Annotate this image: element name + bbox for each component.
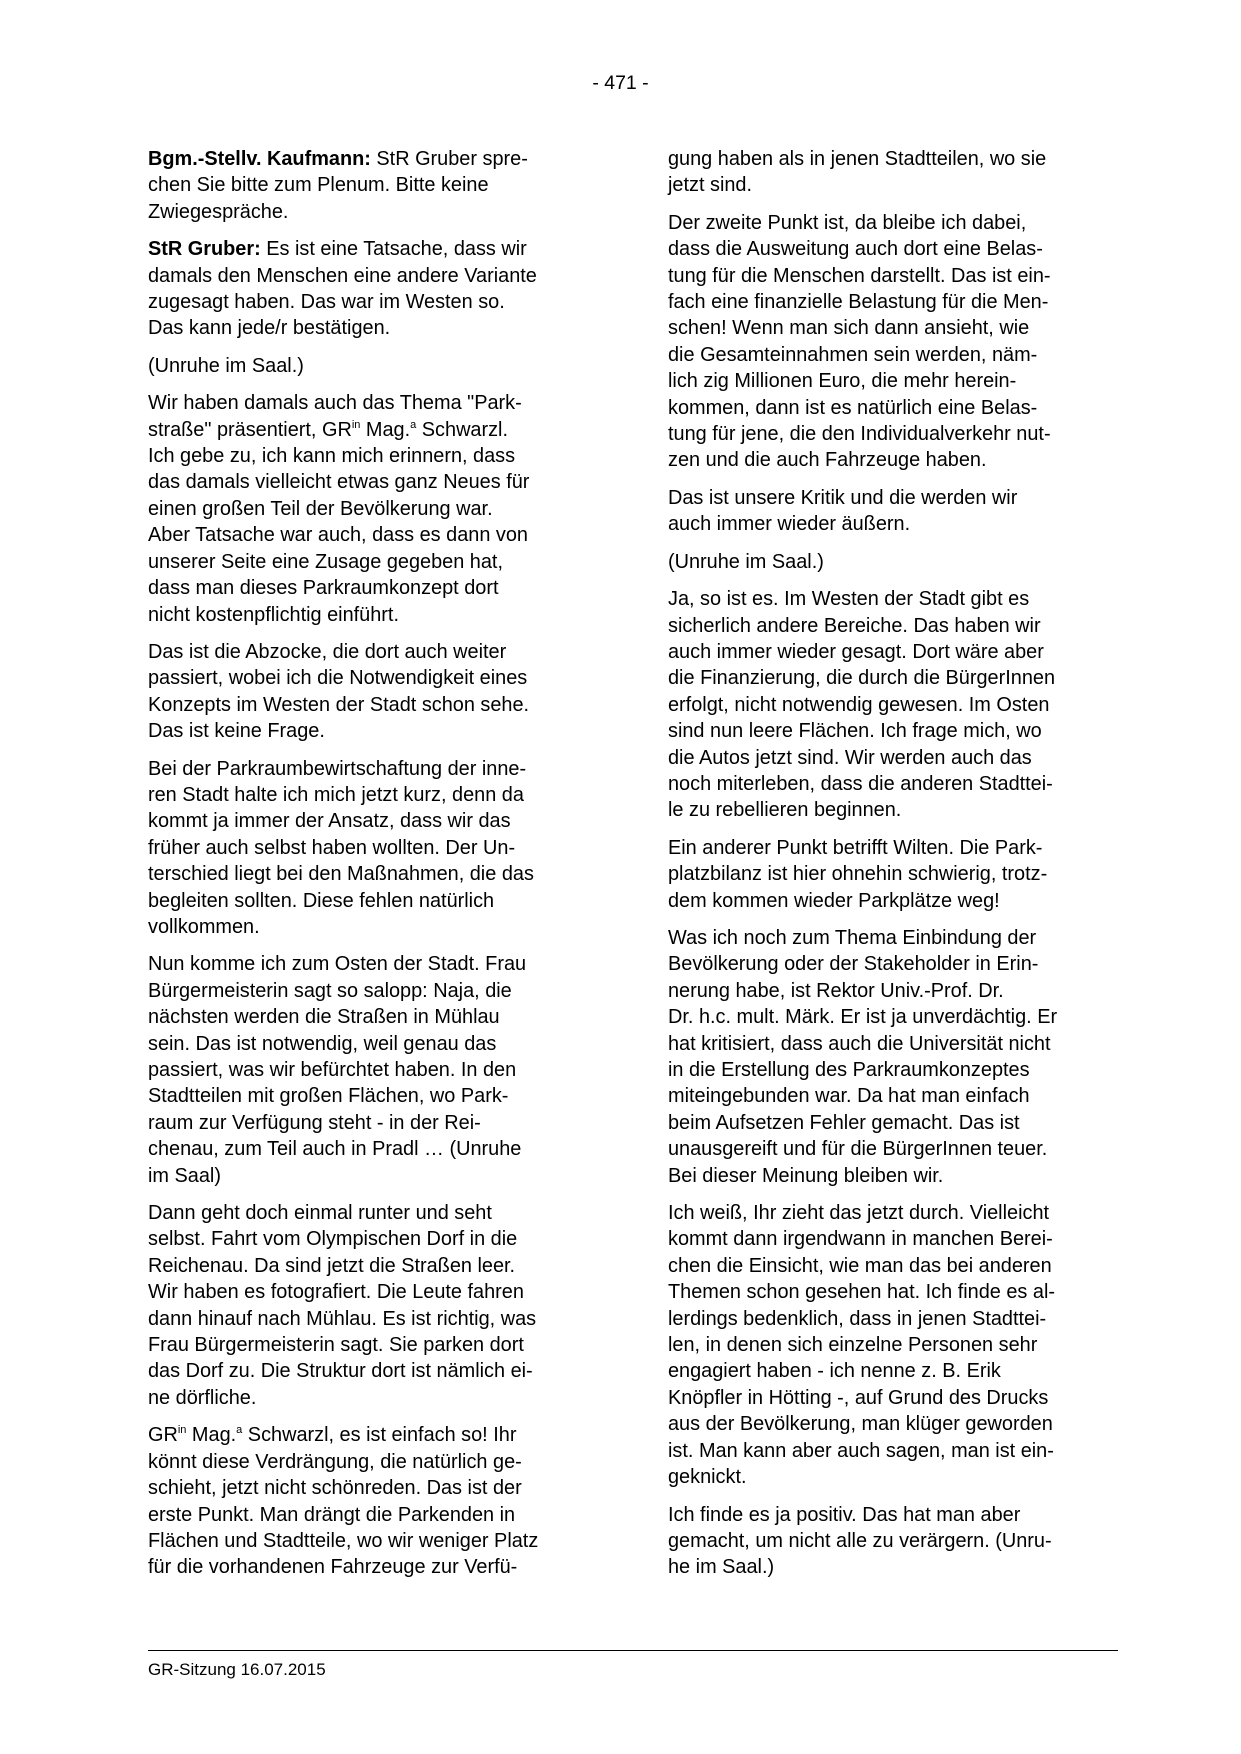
speech-text: Es ist eine Tatsache, dass wir damals den Menschen eine andere Variante zugesagt haben. Das war im Westen so. Das kann jede/r bestätigen. (148, 238, 537, 340)
paragraph: Das ist unsere Kritik und die werden wir auch immer wieder äußern. (668, 486, 1018, 536)
stage-direction: (Unruhe im Saal.) (148, 354, 304, 377)
paragraph: Das ist die Abzocke, die dort auch weiter passiert, wobei ich die Notwendigkeit eines Konzepts im Westen der Stadt schon sehe. Das ist keine Frage. (148, 640, 530, 743)
footer-divider (148, 1650, 1118, 1651)
paragraph: Nun komme ich zum Osten der Stadt. Frau Bürgermeisterin sagt so salopp: Naja, die nächsten werden die Straßen in Mühlau sein. Das ist notwendig, weil genau das passiert, was wir befürchtet haben. In den Stadtteilen mit großen Flächen, wo Park- raum zur Verfügung steht - in der Rei- chenau, zum Teil auch in Pradl … (Unruhe im Saal) (148, 953, 527, 1187)
speech-text: GR (148, 1424, 178, 1447)
superscript: in (177, 1424, 187, 1437)
paragraph: gung haben als in jenen Stadtteilen, wo sie jetzt sind. (668, 148, 1047, 197)
paragraph: Dann geht doch einmal runter und seht selbst. Fahrt vom Olympischen Dorf in die Reichenau. Da sind jetzt die Straßen leer. Wir haben es fotografiert. Die Leute fahren dann hinauf nach Mühlau. Es ist richtig, was Frau Bürgermeisterin sagt. Sie parken dort das Dorf zu. Die Struktur dort ist nämlich ei- ne dörfliche. (148, 1202, 537, 1409)
superscript: a (236, 1424, 243, 1437)
paragraph: Bei der Parkraumbewirtschaftung der inne- ren Stadt halte ich mich jetzt kurz, denn da kommt ja immer der Ansatz, dass wir das früher auch selbst haben wollten. Der Un- terschied liegt bei den Maßnahmen, die das begleiten sollten. Diese fehlen natürlich vollkommen. (148, 757, 534, 938)
speaker-name: Bgm.-Stellv. Kaufmann: (148, 148, 371, 170)
paragraph: Ein anderer Punkt betrifft Wilten. Die Park- platzbilanz ist hier ohnehin schwierig, trotz- dem kommen wieder Parkplätze weg! (668, 836, 1048, 912)
superscript: a (410, 418, 417, 431)
paragraph: Der zweite Punkt ist, da bleibe ich dabei, dass die Ausweitung auch dort eine Belas- tung für die Menschen darstellt. Das ist ein- fach eine finanzielle Belastung für die Men- schen! Wenn man sich dann ansieht, wie die Gesamteinnahmen sein werden, näm- lich zig Millionen Euro, die mehr herein- kommen, dann ist es natürlich eine Belas- tung für jene, die den Individualverkehr nut- zen und die auch Fahrzeuge haben. (668, 211, 1051, 472)
superscript: in (351, 418, 361, 431)
paragraph (148, 146, 618, 225)
page-number: - 471 - (592, 72, 649, 94)
paragraph: Ja, so ist es. Im Westen der Stadt gibt es sicherlich andere Bereiche. Das haben wir auch immer wieder gesagt. Dort wäre aber die Finanzierung, die durch die BürgerInnen erfolgt, nicht notwendig gewesen. Im Osten sind nun leere Flächen. Ich frage mich, wo die Autos jetzt sind. Wir werden auch das noch miterleben, dass die anderen Stadttei- le zu rebellieren beginnen. (668, 588, 1056, 822)
speech-text: Wir haben damals auch das Thema "Park- straße" präsentiert, GR (148, 392, 522, 441)
paragraph (148, 1422, 618, 1580)
paragraph: Ich finde es ja positiv. Das hat man aber gemacht, um nicht alle zu verärgern. (Unru- he im Saal.) (668, 1503, 1052, 1579)
speech-text: StR Gruber spre- chen Sie bitte zum Plenum. Bitte keine Zwiegespräche. (148, 148, 528, 223)
footer-text: GR-Sitzung 16.07.2015 (148, 1660, 326, 1679)
right-column (668, 146, 1130, 1592)
speech-text: Schwarzl. Ich gebe zu, ich kann mich erinnern, dass das damals vielleicht etwas ganz Neues für einen großen Teil der Bevölkerung war. Aber Tatsache war auch, dass es dann von unserer Seite eine Zusage gegeben hat, dass man dieses Parkraumkonzept dort nicht kostenpflichtig einführt. (148, 418, 530, 626)
speaker-name: StR Gruber: (148, 238, 261, 261)
paragraph: Ich weiß, Ihr zieht das jetzt durch. Vielleicht kommt dann irgendwann in manchen Berei- chen die Einsicht, wie man das bei anderen Themen schon gesehen hat. Ich finde es al- lerdings bedenklich, dass in jenen Stadttei- len, in denen sich einzelne Personen sehr engagiert haben - ich nenne z. B. Erik Knöpfler in Hötting -, auf Grund des Drucks aus der Bevölkerung, man klüger geworden ist. Man kann aber auch sagen, man ist ein- geknickt. (668, 1202, 1056, 1489)
stage-direction: (Unruhe im Saal.) (668, 550, 824, 573)
paragraph (148, 236, 618, 342)
speech-text: Schwarzl, es ist einfach so! Ihr könnt diese Verdrängung, die natürlich ge- schieht, jetzt nicht schönreden. Das ist der erste Punkt. Man drängt die Parkenden in Flächen und Stadtteile, wo wir weniger Platz für die vorhandenen Fahrzeuge zur Verfü- (148, 1424, 539, 1579)
paragraph (148, 390, 618, 628)
speech-text: Mag. (360, 418, 411, 441)
speech-text: Mag. (186, 1424, 237, 1447)
left-column (148, 146, 618, 1592)
paragraph: Was ich noch zum Thema Einbindung der Bevölkerung oder der Stakeholder in Erin- nerung habe, ist Rektor Univ.-Prof. Dr. Dr. h.c. mult. Märk. Er ist ja unverdächtig. Er hat kritisiert, dass auch die Universität nicht in die Erstellung des Parkraumkonzeptes miteingebunden war. Da hat man einfach beim Aufsetzen Fehler gemacht. Das ist unausgereift und für die BürgerInnen teuer. Bei dieser Meinung bleiben wir. (668, 926, 1058, 1187)
